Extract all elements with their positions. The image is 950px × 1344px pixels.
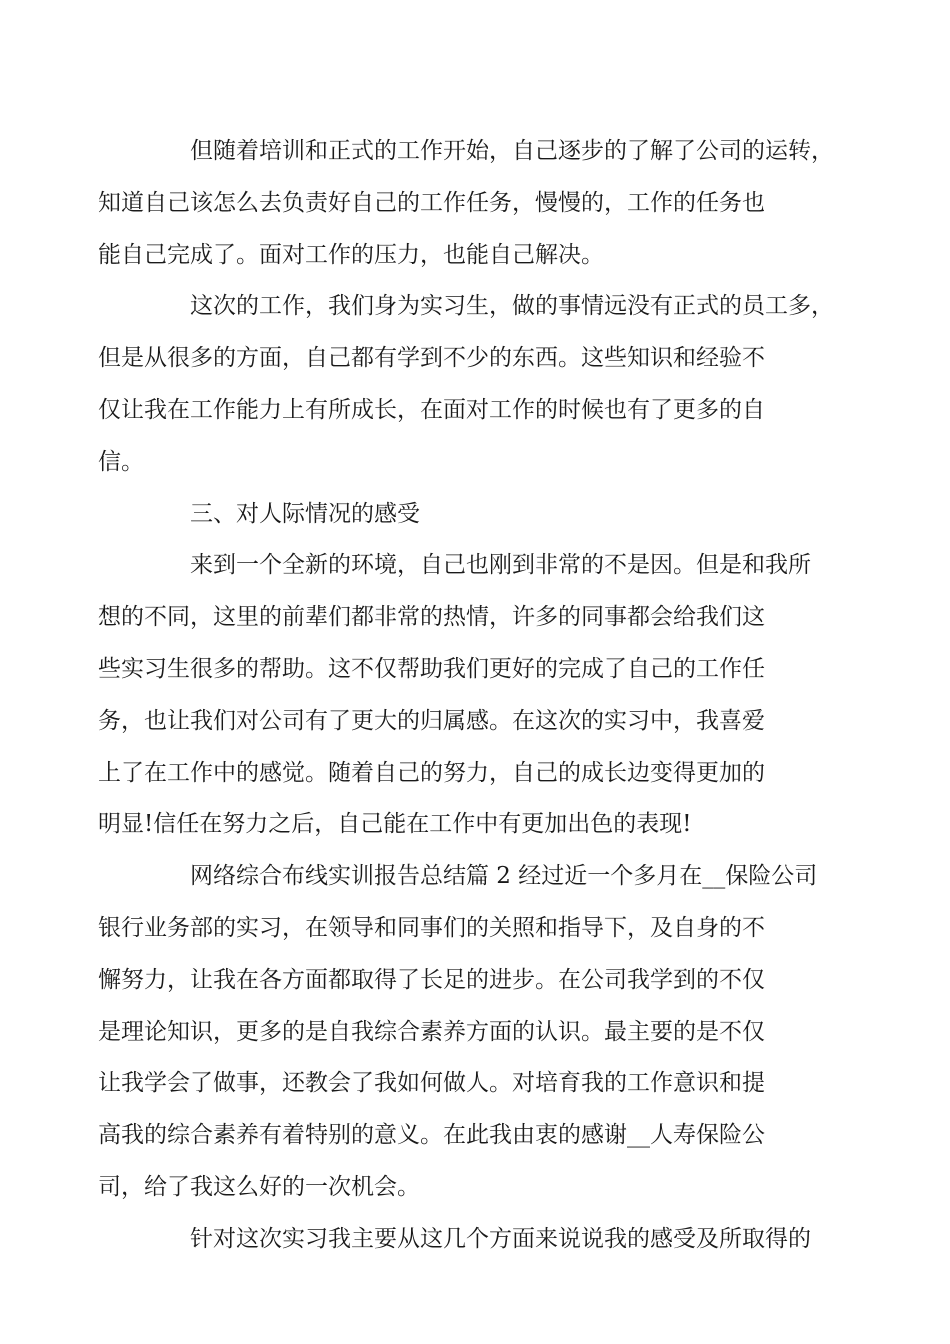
paragraph	[144, 1214, 816, 1266]
text-line: 但是从很多的方面，自己都有学到不少的东西。这些知识和经验不	[98, 345, 765, 372]
text-line: 上了在工作中的感觉。随着自己的努力，自己的成长边变得更加的	[98, 759, 765, 786]
text-line: 知道自己该怎么去负责好自己的工作任务，慢慢的，工作的任务也	[98, 189, 765, 216]
text-line: 懈努力，让我在各方面都取得了长足的进步。在公司我学到的不仅	[98, 966, 765, 993]
text-line: 网络综合布线实训报告总结篇 2 经过近一个多月在__保险公司	[190, 863, 818, 890]
text-line: 是理论知识，更多的是自我综合素养方面的认识。最主要的是不仅	[98, 1018, 765, 1045]
paragraph	[98, 851, 818, 1214]
text-line: 高我的综合素养有着特别的意义。在此我由衷的感谢__人寿保险公	[98, 1122, 765, 1149]
paragraph	[98, 126, 834, 281]
text-line: 司，给了我这么好的一次机会。	[98, 1173, 420, 1200]
document-body	[98, 126, 834, 1266]
text-line: 这次的工作，我们身为实习生，做的事情远没有正式的员工多，	[190, 293, 834, 320]
text-line: 仅让我在工作能力上有所成长，在面对工作的时候也有了更多的自	[98, 396, 765, 423]
section-heading	[144, 489, 816, 541]
text-line: 些实习生很多的帮助。这不仅帮助我们更好的完成了自己的工作任	[98, 655, 765, 682]
text-line: 信。	[98, 448, 144, 475]
text-line: 想的不同，这里的前辈们都非常的热情，许多的同事都会给我们这	[98, 604, 765, 631]
text-line: 让我学会了做事，还教会了我如何做人。对培育我的工作意识和提	[98, 1070, 765, 1097]
paragraph	[98, 540, 816, 851]
section-heading-text: 三、对人际情况的感受	[190, 500, 420, 527]
text-line: 能自己完成了。面对工作的压力，也能自己解决。	[98, 241, 604, 268]
paragraph	[98, 281, 834, 488]
text-line: 银行业务部的实习，在领导和同事们的关照和指导下，及自身的不	[98, 914, 765, 941]
text-line: 但随着培训和正式的工作开始，自己逐步的了解了公司的运转，	[190, 138, 834, 164]
text-line: 务，也让我们对公司有了更大的归属感。在这次的实习中，我喜爱	[98, 707, 765, 734]
text-line: 明显!信任在努力之后，自己能在工作中有更加出色的表现!	[98, 811, 692, 838]
text-line: 针对这次实习我主要从这几个方面来说说我的感受及所取得的	[190, 1225, 811, 1252]
text-line: 来到一个全新的环境，自己也刚到非常的不是因。但是和我所	[190, 552, 811, 579]
